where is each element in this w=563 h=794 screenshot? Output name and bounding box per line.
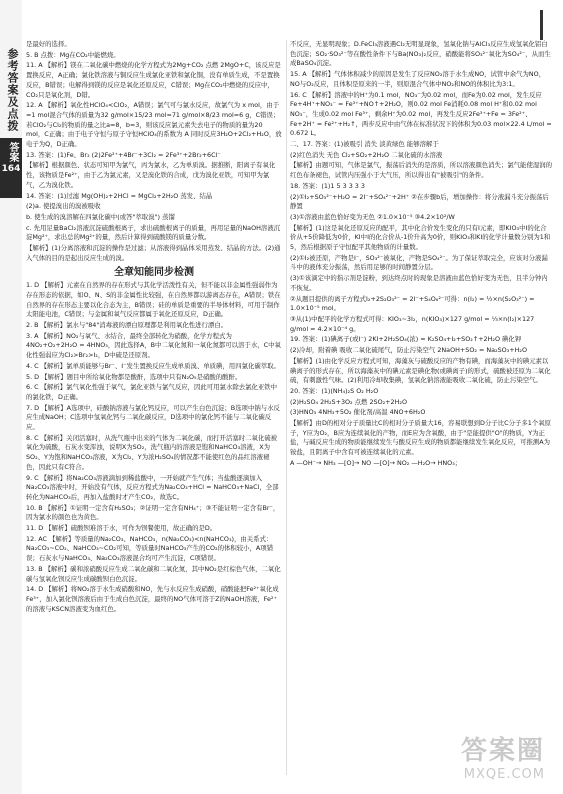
- left-paragraph: 12. A 【解析】氧化性HClO₄<ClO₂，A错误；氯气可与氯水反应，故氯气为 x mol，由于=1 mol混合气体的质量为32 g/mol×15/23 mol=71 g/mol×8/23 mol=6 g，C错误；若ClO₂与Cl₂的物质的量之比a=8，b=3，则该反应氯元素失去电子的物质的量为20 mol，C正确；由于电子守恒与原子守恒HClO₄的系数为 A 同时反应3H₂O+2Cl₂+H₂O，放电子为Q，D正确。: [26, 101, 282, 149]
- page-number: 164: [1, 164, 21, 174]
- left-paragraph: 10. B 【解析】①证明一定含有H₂SO₃；②证明一定含有NH₄⁺；③不能证明一定含有Br⁻，因为氯水的颜色也为黄色。: [26, 503, 280, 522]
- section-title: 全章知能同步检测: [114, 267, 194, 279]
- watermark: [425, 730, 545, 780]
- left-paragraph: 12. AC 【解析】等质量的Na₂CO₃、NaHCO₃，n(Na₂CO₃)<n(NaHCO₃)，由关系式：Na₂CO₃~CO₂、NaHCO₃~CO₂可知，等质量时NaHCO₃产生的CO₂的体积较小，A项错误；石灰水与NaHCO₃、Na₂CO₃溶液混合均可产生沉淀，C项错误。: [26, 534, 274, 563]
- right-paragraph: (2)冷却，附着碘 吸收二氧化硫尾气，防止污染空气 2NaOH+SO₂ = Na₂SO₃+H₂O: [290, 346, 527, 355]
- left-paragraph: 4. C 【解析】氯单质能够与Br⁻、I⁻发生置换反应生成单质溴、单质碘，用四氯化碳萃取。: [26, 361, 280, 370]
- left-paragraph: c. 先用足量BaCl₂溶液沉淀硫酸根离子，求出硫酸根离子的质量，再用足量的NaOH溶液沉淀Mg²⁺，求出总的Mg²⁺的量，然后计算得到硫酸镁的质量分数。: [26, 223, 281, 242]
- right-paragraph: 20. 答案：(1)(NH₄)₂S O₂ H₂O: [290, 386, 379, 395]
- right-paragraph: ②从题目提供的离子方程式I₂+2S₂O₃²⁻ = 2I⁻+S₄O₆²⁻可得：n(I₂) = ½×n(S₂O₃²⁻) = 1.0×10⁻⁵ mol。: [290, 294, 535, 313]
- left-paragraph: b. 使生成的溴溶解在四氯化碳中(或答"萃取溴") 蒸馏: [26, 212, 175, 221]
- right-paragraph: (2)H₂SO₄ 2H₂S+3O₂ 点燃 2SO₂+2H₂O: [290, 397, 407, 406]
- right-paragraph: ③从(1)中配平的化学方程式可得：KIO₃~3I₂，n(KIO₃)×127 g/mol = ⅓×n(I₂)×127 g/mol = 4.2×10⁻⁴ g。: [290, 314, 535, 333]
- sidebar-answer-tab: [0, 138, 22, 198]
- right-paragraph: (3)①溶液由蓝色恰好变为无色 ②1.0×10⁻⁵ ③4.2×10²/W: [290, 212, 455, 221]
- left-paragraph: 13. B 【解析】碳和浓硝酸反应生成二氧化碳和二氧化氮，其中NO₂是红棕色气体，二氧化碳与氢氧化钡反应生成碳酸钡白色沉淀。: [26, 564, 281, 583]
- left-paragraph: 11. A 【解析】镁在二氧化碳中燃烧的化学方程式为2Mg+CO₂ 点燃 2MgO+C，该反应是置换反应，A正确；氯化铁溶液与铜反应生成氯化亚铁和氯化铜，没有单质生成，不是置换反应，B错误；电解得到镁的反应是氧化还原反应，C错误；Mg在CO₂中燃烧的反应中，CO₂只是氧化剂，D错。: [26, 61, 281, 99]
- page-sidebar: [0, 0, 22, 794]
- right-paragraph: 18. 答案：(1)1 5 3 3 3 3: [290, 181, 365, 190]
- left-paragraph: 11. D 【解析】硫酸钡难溶于水，可作为钡餐使用，故正确的是D。: [26, 524, 217, 533]
- watermark-line2: MXQE.COM: [463, 767, 545, 782]
- right-paragraph: 【解析】(1)由化学反应方程式可知，海藻灰与硫酸反应的产物有碘，而海藻灰中的碘元素以碘离子的形式存在，所以海藻灰中的碘元素是碘化物(或碘离子)的形式，硫酸被还原为二氧化硫，有刺激性气味。(2)利用冷却收集碘，氢氧化钠溶液能吸收二氧化硫，防止污染空气。: [290, 356, 551, 385]
- left-column: [26, 40, 282, 775]
- right-paragraph: (3)HNO₃ 4NH₃+5O₂ 催化剂/高温 4NO+6H₂O: [290, 408, 426, 417]
- top-right-bar: [540, 10, 543, 40]
- right-paragraph: 二、17. 答案：(1)被吸引 消失 淡黄绿色 能够溶解于: [290, 140, 439, 149]
- right-paragraph: (2)红色消失 无色 Cl₂+SO₂+2H₂O 二氧化硫的水溶液: [290, 150, 443, 159]
- left-paragraph: 8. C 【解析】关闭活塞时，从洗气瓶中出来的气体为二氧化碳，而打开活塞时二氧化硫被氧化为硫酸，石灰水变浑浊，说明X为SO₂，洗气瓶内的溶液是饱和NaHCO₃溶液，X为SO₂、Y为饱和NaHCO₃溶液，X为Cl₂、Y为浓H₂SO₄的情况都不能使红色的品红溶液褪色，因此只有C符合。: [26, 433, 278, 471]
- right-paragraph: 19. 答案：(1)碘离子(或I⁻) 2KI+2H₂SO₄(浓) = K₂SO₄+I₂+SO₂↑+2H₂O 碘化钾: [290, 335, 522, 344]
- right-paragraph: 15. A 【解析】气体体积减少的原因是发生了反应NO₂溶于水生成NO，试管中余气为NO，NO与O₂反应，且体积是原来的一半，则原混合气体中NO₂和NO的体积比为3:1。: [290, 70, 546, 88]
- left-paragraph: 6. C 【解析】氯气氧化性强于氧气，氯化亚铁与氯气反应，因此可用氯水除去氯化亚铁中的氯化铁，D正确。: [26, 383, 278, 401]
- left-paragraph: 【解析】根据颜色、状态可知甲为氯气，丙为氯水，乙为单质溴。据推断，阳离子有氧化性，该物质是Fe²⁺，由于乙为氯元素，又是溴化铁的合成，戊为溴化亚铁，可知甲为氯气，乙为溴化铁。: [26, 161, 276, 189]
- right-paragraph: 不反应，无显明现象；D.FeCl₃溶液遇Cl₂无明显现象，氢氧化钠与AlCl₃反应生成氢氧化铝白色沉淀；SO₂·SO₃²⁻等在酸性条件下与Ba(NO₃)₂反应，硝酸能将SO₃²⁻氧化为SO₄²⁻，从而生成BaSO₄沉淀。: [290, 40, 551, 68]
- left-paragraph: 3. A 【解析】NO₂与氧气、水结合，最终全部转化为硝酸，化学方程式为4NO₂+O₂+2H₂O = 4HNO₃，因此选择A，B中二氧化氮和一氧化氮都可以溶于水，C中氧化性强弱应为Cl₂>Br₂>I₂，D中硫是还原剂。: [26, 331, 281, 360]
- right-paragraph: 16. C 【解析】溶液中的H⁺为0.1 mol，NO₃⁻为0.02 mol，而Fe为0.02 mol，发生反应Fe+4H⁺+NO₃⁻ = Fe³⁺+NO↑+2H₂O，则0.02 mol Fe消耗0.08 mol H⁺和0.02 mol NO₃⁻，生成0.02 mol Fe³⁺，剩余H⁺为0.02 mol，再发生反应2Fe³⁺+Fe = 3Fe²⁺、Fe+2H⁺ = Fe²⁺+H₂↑，两步反应中由气体在标准状况下的体积为0.03 mol×22.4 L/mol = 0.672 L。: [290, 90, 552, 138]
- left-paragraph: 5. B 点拨：Mg在CO₂中能燃烧。: [26, 50, 120, 59]
- left-paragraph: 【解析】(1)分离溶液和沉淀的操作是过滤；从溶液得到晶体采用蒸发、结晶的方法。(2)通入气体的目的是起出反应生成的溴。: [26, 244, 281, 262]
- right-column: [290, 40, 552, 775]
- left-paragraph: 7. D 【解析】A选项中，硅酸钠溶液与氯化钙反应，可以产生白色沉淀；B选项中钠与水反应生成NaOH；C选项中氢氧化钙与二氧化碳反应，D选项中的氯化钙不能与二氧化碳反应。: [26, 403, 280, 432]
- right-paragraph: A —OH⁻→ NH₃ —[O]→ NO —[O]→ NO₂ —H₂O→ HNO₃；: [290, 458, 462, 467]
- right-paragraph: (2)①I₂被还原，产物是I⁻，SO₃²⁻被氧化，产物是SO₄²⁻。为了保证萃取完全，应该对分液漏斗中的液体充分振荡，然后用足够的时间静置分层。: [290, 253, 548, 272]
- left-paragraph: 1. D 【解析】元素在自然界的存在形式与其化学活泼性有关，但不能以非金属性强弱作为存在形态的依据，如O、N、S的非金属性比较强，在自然界都以游离态存在，A错误；铁在自然界的存在形态主要以化合态为主，B错误；硅的单质是重要的半导体材料，可用于制作太阳能电池，C错误；与金属和氧气反应都属于氧化还原反应，D正确。: [26, 281, 281, 319]
- left-paragraph: (2)a. 使提溴出的溴被吸收: [26, 202, 101, 211]
- sidebar-tab-label: 答案: [7, 142, 18, 162]
- right-paragraph: 【解析】(1)这是氧化还原反应的配平，其中化合价发生变化的只有I元素，即KIO₃中I的化合价从+5价降低为0价，KI中I的化合价从-1价升高为0价，则KIO₃和KI的化学计量数分别为1和5，然后根据原子守恒配平其他物质的计量数。: [290, 223, 551, 252]
- right-paragraph: 【解析】由题可知，气体是氯气，振荡后消失的是溶质，所以溶液颜色消失；氯气能使湿润的红色布条褪色，试管内压强小于大气压，所以得出有"被吸引"的条件。: [290, 161, 552, 180]
- left-paragraph: 2. B 【解析】氯水与"84"消毒液的漂白原理都是利用氧化性进行漂白。: [26, 320, 228, 329]
- right-paragraph: (2)①I₂+SO₃²⁻+H₂O = 2I⁻+SO₄²⁻+2H⁺ ②在步骤b后，增加操作：将分液漏斗充分振荡后静置: [290, 192, 549, 211]
- right-paragraph: 【解析】由D的相对分子质量比C的相对分子质量大16，容易联想到D分子比C分子多1个氧原子，Y应为O₂，B应为连续氧化的产物，而E应为含氧酸，由于"是能提供"O"的物质，Y为正盐，与碱反应生成的物质能继续发生与酸反应生成的物质都能继续发生氧化反应，可推测A为铵盐，且阴离子中含有可被连续氧化的元素。: [290, 419, 552, 457]
- sidebar-vertical-label: 参考答案及点拨: [6, 48, 19, 132]
- left-paragraph: 是最好的选择。: [26, 40, 71, 48]
- column-divider: [286, 40, 287, 775]
- left-paragraph: 14. 答案：(1)过滤 Mg(OH)₂+2HCl = MgCl₂+2H₂O 蒸发、结晶: [26, 191, 213, 200]
- left-paragraph: 13. 答案：(1)Fe、Br₂ (2)2Fe²⁺+4Br⁻+3Cl₂ = 2Fe³⁺+2Br₂+6Cl⁻: [26, 150, 221, 159]
- watermark-line1: 答案圈: [460, 736, 545, 766]
- left-paragraph: 5. D 【解析】题目中所给氧化物都是酸酐，选项中只有N₂O₅是硝酸的酸酐。: [26, 372, 242, 381]
- left-paragraph: 9. C 【解析】将Na₂CO₃溶液滴加到稀盐酸中，一开始就产生气体；当盐酸逐滴加入Na₂CO₃溶液中时，开始没有气体，反应方程式为Na₂CO₃+HCl = NaHCO₃+NaCl，全部转化为NaHCO₃后，再加入盐酸时才产生CO₂，故选C。: [26, 473, 279, 501]
- left-paragraph: 14. D 【解析】将NO₂溶于水生成硝酸和NO，先与水反应生成硝酸，硝酸能把Fe²⁺氧化成Fe³⁺，加入氯化钡溶液后由于生成白色沉淀，最终的NO气体可溶于Z的NaOH溶液，Fe²⁺的溶液与KSCN溶液变为血红色。: [26, 585, 279, 613]
- right-paragraph: (3)①该滴定中的指示剂是淀粉，到达终点时的现象是溶液由蓝色恰好变为无色，且半分钟内不恢复。: [290, 274, 548, 292]
